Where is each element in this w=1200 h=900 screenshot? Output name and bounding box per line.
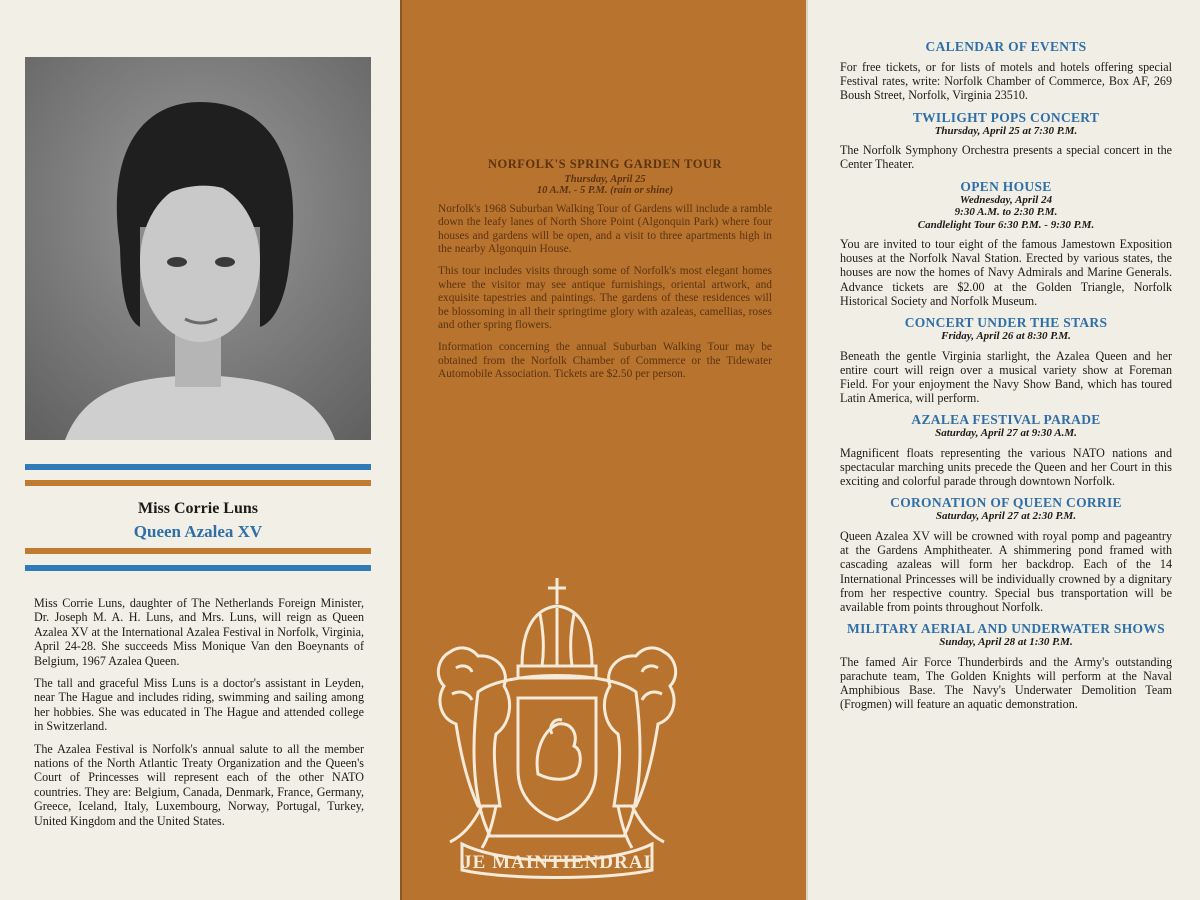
section-body: You are invited to tour eight of the famous Jamestown Exposition houses at the Norfolk Naval Station. Erected by various states, the houses are now the homes of Navy Admirals and Marine Generals. Advance tickets are $2.00 at the Golden Triangle, Norfolk Historical Society and Norfolk Museum. (840, 237, 1172, 308)
section-time: 9:30 A.M. to 2:30 P.M. (954, 206, 1058, 219)
tour-paragraph: Information concerning the annual Suburban Walking Tour may be obtained from the Norfolk Chamber of Commerce or the Tidewater Automobile Association. Tickets are $2.50 per person. (438, 340, 772, 381)
section-title: AZALEA FESTIVAL PARADE (911, 412, 1101, 428)
section-body: The Norfolk Symphony Orchestra presents a special concert in the Center Theater. (840, 143, 1172, 172)
section-time: Candlelight Tour 6:30 P.M. - 9:30 P.M. (917, 218, 1095, 231)
left-panel (0, 0, 400, 900)
section-title: MILITARY AERIAL AND UNDERWATER SHOWS (847, 621, 1165, 637)
section-title: CORONATION OF QUEEN CORRIE (890, 495, 1122, 511)
section-body: Beneath the gentle Virginia starlight, the Azalea Queen and her entire court will reign over a musical variety show at Foreman Field. For your enjoyment the Navy Show Band, which has toured Latin America, will perform. (840, 348, 1172, 406)
section-title: TWILIGHT POPS CONCERT (912, 109, 1100, 125)
portrait-photo (25, 57, 371, 440)
section-title: CALENDAR OF EVENTS (925, 39, 1087, 54)
section-body: For free tickets, or for lists of motels and hotels offering special Festival rates, write: Norfolk Chamber of Commerce, Box AF, 269 Boush Street, Norfolk, Virginia 23510. (840, 60, 1172, 103)
decorative-stripe (25, 565, 371, 571)
bio-paragraph: The Azalea Festival is Norfolk's annual salute to all the member nations of the North Atlantic Treaty Organization and the Queen's Court of Princesses will represent each of the other NATO countries. They are: Belgium, Canada, Denmark, France, Germany, Greece, Iceland, Italy, Luxembourg, Norway, Portugal, Turkey, United Kingdom and the United States. (34, 741, 364, 828)
section-date: Thursday, April 25 at 7:30 P.M. (934, 124, 1078, 137)
tour-schedule (438, 174, 772, 197)
section-body: The famed Air Force Thunderbirds and the Army's outstanding parachute team, The Golden Knights will perform at the Naval Amphibious Base. The Navy's Underwater Demolition Team (Frogmen) will feature an aquatic demonstration. (840, 654, 1172, 712)
tour-paragraph: Norfolk's 1968 Suburban Walking Tour of Gardens will include a ramble down the leafy lanes of North Shore Point (Algonquin Park) where four houses and gardens will be open, and a visit to three apartments high in the nearby Algonquin House. (438, 202, 772, 256)
bio-paragraph: Miss Corrie Luns, daughter of The Netherlands Foreign Minister, Dr. Joseph M. A. H. Luns, and Mrs. Luns, will reign as Queen Azalea XV at the International Azalea Festival in Norfolk, Virginia, April 24-28. She succeeds Miss Monique Van den Boeynants of Belgium, 1967 Azalea Queen. (34, 596, 364, 668)
garden-tour-section (438, 158, 772, 390)
decorative-stripe (25, 464, 371, 470)
tour-date: Thursday, April 25 (564, 173, 646, 185)
decorative-stripe (25, 548, 371, 554)
bio-paragraph: The tall and graceful Miss Luns is a doctor's assistant in Leyden, near The Hague and includes riding, swimming and sailing among her hobbies. She was educated in The Hague and attended college in Switzerland. (34, 676, 364, 734)
decorative-stripe (25, 480, 371, 486)
queen-name-block (25, 500, 371, 542)
queen-title: Queen Azalea XV (133, 522, 263, 541)
tour-paragraph: This tour includes visits through some of Norfolk's most elegant homes where the visitor may see antique furnishings, oriental artwork, and exquisite tapestries and paintings. The gardens of these residences will be blossoming in all their springtime glory with azaleas, camellias, roses and other spring flowers. (438, 264, 772, 332)
tour-time: 10 A.M. - 5 P.M. (rain or shine) (536, 185, 674, 197)
section-date: Friday, April 26 at 8:30 P.M. (941, 330, 1071, 343)
crest-motto: JE MAINTIENDRAI (462, 852, 652, 873)
tour-title: NORFOLK'S SPRING GARDEN TOUR (487, 157, 723, 171)
section-body: Magnificent floats representing the various NATO nations and spectacular marching units precede the Queen and her Court in this exciting and colorful parade through downtown Norfolk. (840, 445, 1172, 489)
section-date: Wednesday, April 24 (959, 193, 1053, 206)
section-title: CONCERT UNDER THE STARS (904, 315, 1108, 331)
section-title: OPEN HOUSE (960, 178, 1052, 194)
section-date: Saturday, April 27 at 2:30 P.M. (935, 510, 1077, 523)
royal-coat-of-arms (426, 574, 688, 884)
section-date: Sunday, April 28 at 1:30 P.M. (939, 636, 1073, 649)
biography (34, 596, 364, 836)
section-date: Saturday, April 27 at 9:30 A.M. (935, 427, 1077, 440)
calendar-of-events (840, 40, 1172, 711)
section-body: Queen Azalea XV will be crowned with royal pomp and pageantry at the Gardens Amphitheater. A shimmering pond framed with cascading azaleas will form her backdrop. Each of the 14 International Princesses will be individually crowned by a dignitary from her respective country. Special bus transportation will be available from points throughout Norfolk. (840, 528, 1172, 614)
queen-name: Miss Corrie Luns (138, 500, 258, 517)
